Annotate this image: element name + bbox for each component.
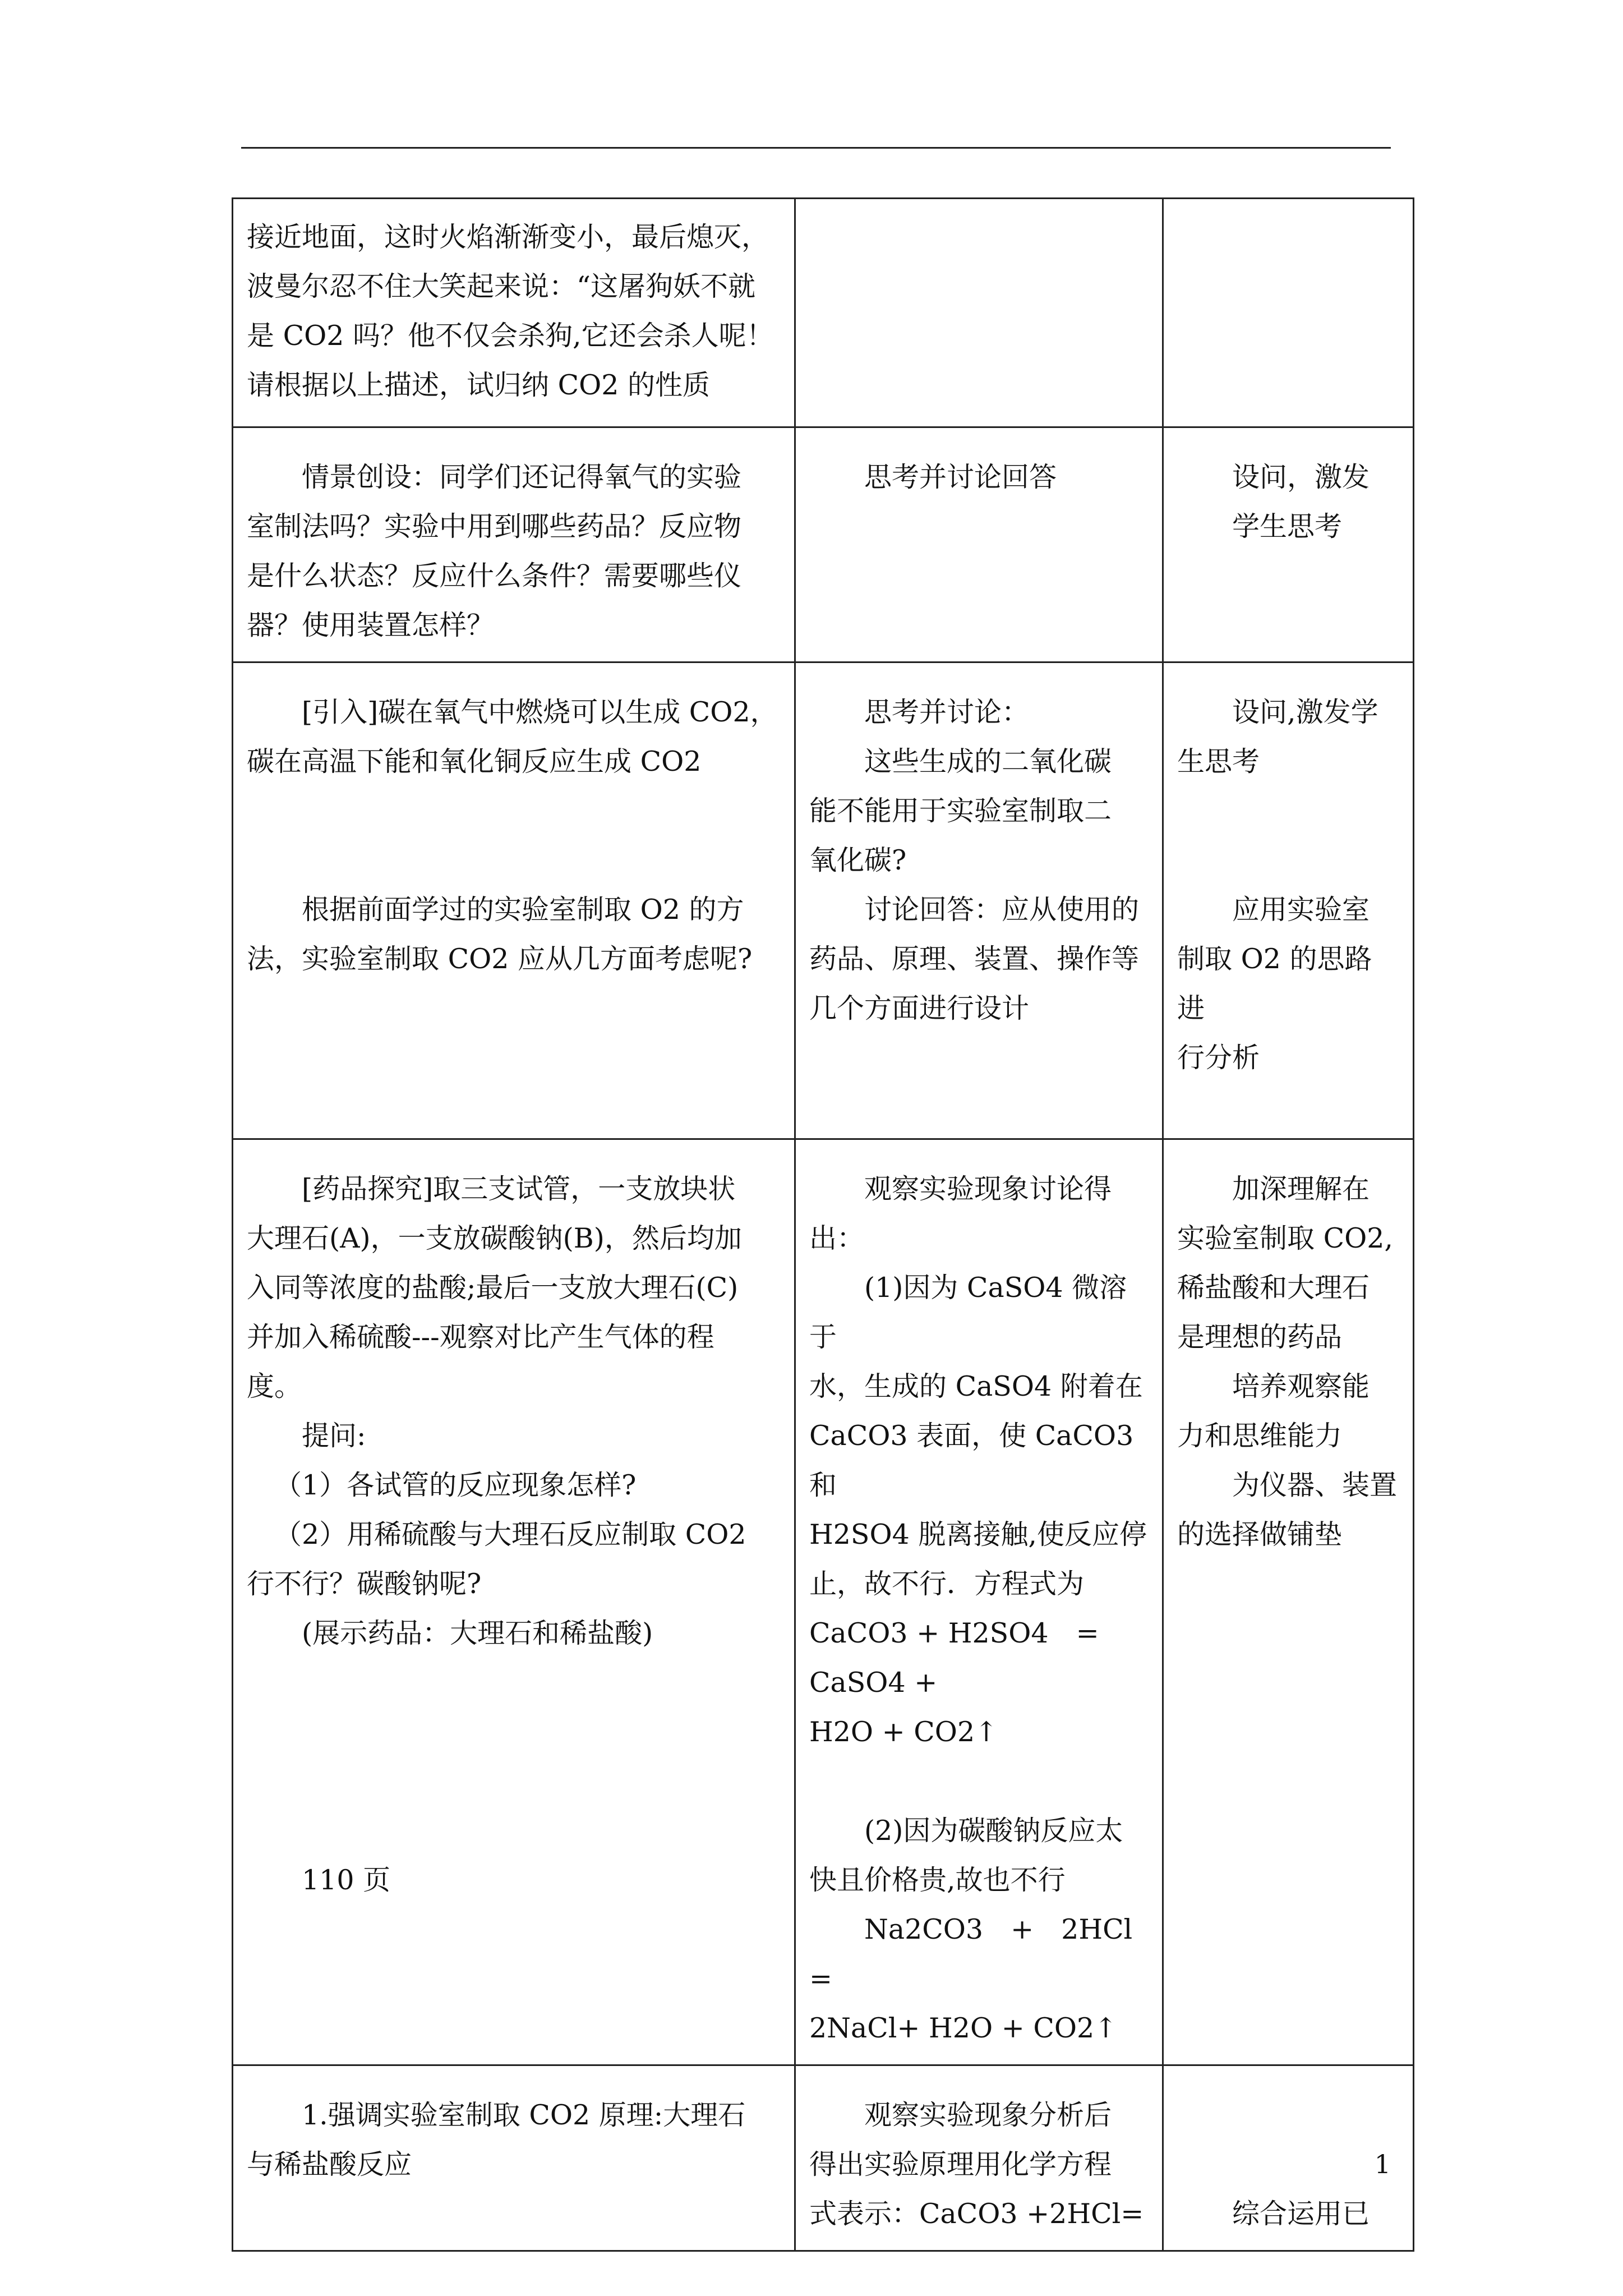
design-intent-cell [1163,662,1414,1139]
text-line: 是 CO2 吗？他不仅会杀狗,它还会杀人呢！ [247,320,774,352]
chemical-equation: 2NaCl+ H2O + CO2↑ [809,2012,1118,2044]
text-line: 提问: [302,1420,366,1452]
chemical-equation: CaCO3 + H2SO4 = CaSO4 + [809,1617,1099,1699]
text-line: 得出实验原理用化学方程 [809,2148,1112,2180]
text-line: (展示药品：大理石和稀盐酸) [302,1617,653,1649]
text-line: 1.强调实验室制取 CO2 原理:大理石 [302,2099,746,2131]
text-line: 水，生成的 CaSO4 附着在 [809,1370,1143,1402]
text-line: 观察实验现象讨论得 [864,1173,1112,1205]
text-line: 培养观察能 [1232,1370,1370,1402]
text-line: 是什么状态？反应什么条件？需要哪些仪 [247,560,742,592]
text-line: 是理想的药品 [1177,1321,1343,1353]
table-row [233,662,1414,1139]
text-line: 快且价格贵,故也不行 [809,1864,1066,1896]
text-line: 制取 O2 的思路进 [1177,943,1372,1024]
table-row [233,2065,1414,2251]
teacher-activity-cell [233,662,795,1139]
text-line: （1）各试管的反应现象怎样? [274,1469,637,1501]
text-line: 学生思考 [1232,510,1343,542]
text-line: 思考并讨论： [864,696,1030,728]
teacher-activity-cell [233,427,795,662]
text-line: 能不能用于实验室制取二 [809,795,1112,827]
text-line: 综合运用已 [1232,2198,1370,2230]
text-line: 讨论回答：应从使用的 [864,894,1140,926]
student-activity-cell [795,662,1163,1139]
text-line: 波曼尔忍不住大笑起来说：“这屠狗妖不就 [247,270,756,302]
text-line: 力和思维能力 [1177,1420,1343,1452]
teacher-activity-cell [233,1139,795,2065]
student-activity-cell [795,1139,1163,2065]
table-row [233,427,1414,662]
page-reference: 110 页 [302,1864,391,1896]
student-activity-cell [795,427,1163,662]
student-activity-cell [795,199,1163,427]
text-line: 大理石(A)，一支放碳酸钠(B)，然后均加 [247,1222,742,1254]
text-line: (1)因为 CaSO4 微溶于 [809,1272,1127,1353]
student-activity-cell [795,2065,1163,2251]
text-line: 加深理解在 [1232,1173,1370,1205]
text-line: 器？使用装置怎样？ [247,609,495,641]
text-line: 止，故不行．方程式为 [809,1568,1085,1600]
text-line: CaCO3 表面，使 CaCO3 和 [809,1420,1134,1501]
text-line: 度。 [247,1370,302,1402]
text-line: 为仪器、装置 [1232,1469,1398,1501]
text-line: 行分析 [1177,1042,1260,1074]
header-rule [241,147,1391,149]
text-line: 几个方面进行设计 [809,992,1030,1024]
chemical-equation: 式表示：CaCO3 +2HCl= [809,2198,1144,2230]
text-line: 行不行？碳酸钠呢? [247,1568,482,1600]
table-row [233,1139,1414,2065]
text-line: 实验室制取 CO2, [1177,1222,1393,1254]
chemical-equation: H2O + CO2↑ [809,1716,998,1748]
text-line: 并加入稀硫酸---观察对比产生气体的程 [247,1321,714,1353]
design-intent-cell [1163,427,1414,662]
page-number: 1 [1374,2149,1391,2179]
text-line: [药品探究]取三支试管，一支放块状 [302,1173,736,1205]
text-line: 室制法吗？实验中用到哪些药品？反应物 [247,510,742,542]
text-line: 法，实验室制取 CO2 应从几方面考虑呢? [247,943,753,975]
text-line: 碳在高温下能和氧化铜反应生成 CO2 [247,746,702,777]
text-line: 设问，激发 [1232,461,1370,493]
text-line: 情景创设：同学们还记得氧气的实验 [302,461,742,493]
text-line: 出： [809,1222,865,1254]
design-intent-cell [1163,199,1414,427]
table-row [233,199,1414,427]
text-line: 思考并讨论回答 [864,461,1057,493]
text-line: （2）用稀硫酸与大理石反应制取 CO2 [274,1519,746,1550]
lesson-plan-table [232,197,1414,2252]
text-line: (2)因为碳酸钠反应太 [864,1815,1123,1847]
teacher-activity-cell [233,199,795,427]
text-line: 设问,激发学 [1232,696,1378,728]
text-line: 稀盐酸和大理石 [1177,1272,1370,1304]
text-line: 根据前面学过的实验室制取 O2 的方 [302,894,744,926]
teacher-activity-cell [233,2065,795,2251]
text-line: 接近地面，这时火焰渐渐变小，最后熄灭， [247,221,769,253]
text-line: 的选择做铺垫 [1177,1519,1343,1550]
text-line: 入同等浓度的盐酸;最后一支放大理石(C) [247,1272,739,1304]
text-line: 氧化碳? [809,844,907,876]
text-line: [引入]碳在氧气中燃烧可以生成 CO2， [302,696,778,728]
text-line: 药品、原理、装置、操作等 [809,943,1140,975]
design-intent-cell [1163,1139,1414,2065]
text-line: 与稀盐酸反应 [247,2148,412,2180]
text-line: 应用实验室 [1232,894,1370,926]
chemical-equation: Na2CO3 + 2HCl = [809,1913,1160,1995]
text-line: 这些生成的二氧化碳 [864,746,1112,777]
text-line: 请根据以上描述，试归纳 CO2 的性质 [247,369,710,401]
text-line: 生思考 [1177,746,1260,777]
text-line: H2SO4 脱离接触,使反应停 [809,1519,1147,1550]
text-line: 观察实验现象分析后 [864,2099,1112,2131]
